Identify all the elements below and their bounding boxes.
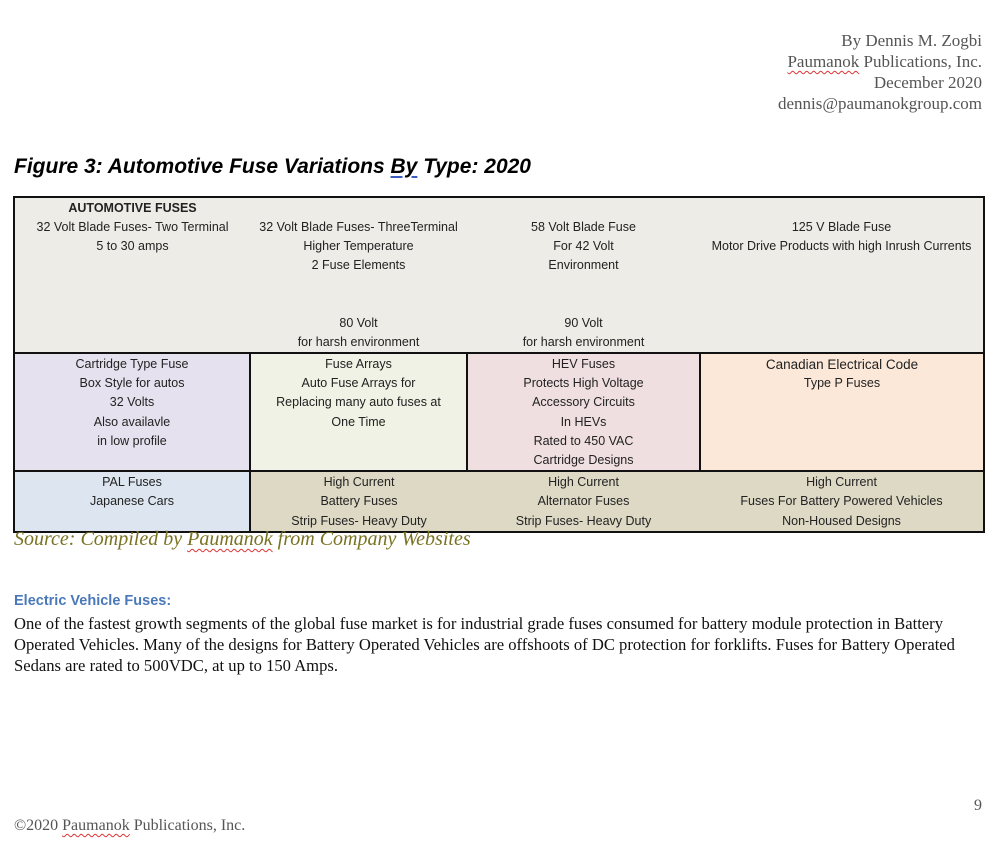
cell-58v-blade bbox=[467, 197, 700, 353]
cell-cartridge-fuse bbox=[14, 353, 250, 471]
cell-line: Strip Fuses- Heavy Duty bbox=[515, 513, 652, 528]
cell-line: Fuses For Battery Powered Vehicles bbox=[740, 494, 943, 509]
source-suffix: from Company Websites bbox=[272, 528, 471, 550]
figure-title bbox=[14, 155, 531, 179]
publisher-line bbox=[778, 51, 982, 72]
figure-title-part-b: Type: 2020 bbox=[417, 155, 531, 178]
cell-battery-powered-vehicles bbox=[700, 471, 984, 532]
cell-line: PAL Fuses bbox=[102, 475, 162, 490]
cell-line: Motor Drive Products with high Inrush Currents bbox=[711, 239, 972, 254]
cell-line: Type P Fuses bbox=[803, 376, 881, 391]
cell-line: Alternator Fuses bbox=[537, 494, 630, 509]
cell-line: Box Style for autos bbox=[79, 376, 185, 391]
cell-line: Replacing many auto fuses at bbox=[276, 395, 441, 410]
cell-line: Accessory Circuits bbox=[532, 395, 635, 410]
publisher-suffix: Publications, Inc. bbox=[859, 52, 982, 71]
cell-line: Environment bbox=[548, 258, 619, 273]
cell-line: for harsh environment bbox=[297, 334, 420, 349]
cell-line: High Current bbox=[548, 475, 619, 490]
author-line: By Dennis M. Zogbi bbox=[841, 31, 982, 50]
copyright-footer bbox=[14, 817, 245, 835]
cell-line: for harsh environment bbox=[522, 334, 645, 349]
copyright-suffix: Publications, Inc. bbox=[129, 817, 246, 834]
table-row-automotive-fuses bbox=[14, 197, 984, 353]
cell-line: 58 Volt Blade Fuse bbox=[531, 220, 636, 234]
date-line: December 2020 bbox=[873, 73, 982, 92]
section-body: One of the fastest growth segments of the global fuse market is for industrial grade fuses consumed for battery module protection in Battery Operated Vehicles. Many of the designs for Battery Operated Vehicles are offshoots of DC protection for forklifts. Fuses for Battery Operated Sedans are rated to 500VDC, at up to 150 Amps. bbox=[14, 614, 955, 675]
cell-line: Japanese Cars bbox=[89, 494, 175, 509]
cell-line: 2 Fuse Elements bbox=[311, 258, 406, 273]
cell-hev-fuses bbox=[467, 353, 700, 471]
cell-line: Higher Temperature bbox=[303, 239, 414, 254]
automotive-fuses-heading: AUTOMOTIVE FUSES bbox=[68, 201, 197, 215]
cell-line: In HEVs bbox=[560, 414, 607, 429]
cell-line: HEV Fuses bbox=[551, 357, 616, 372]
table-row-specialty-fuses bbox=[14, 353, 984, 471]
cell-line: 125 V Blade Fuse bbox=[791, 220, 892, 234]
cell-fuse-arrays bbox=[250, 353, 467, 471]
cell-line: Canadian Electrical Code bbox=[765, 357, 919, 373]
cell-line: 32 Volt Blade Fuses- Two Terminal bbox=[36, 220, 229, 235]
cell-line: For 42 Volt bbox=[553, 239, 614, 254]
page-number: 9 bbox=[974, 797, 982, 814]
cell-canadian-code bbox=[700, 353, 984, 471]
cell-line: Cartridge Type Fuse bbox=[75, 357, 189, 372]
table-row-high-current bbox=[14, 471, 984, 532]
cell-line: Also availavle bbox=[93, 414, 171, 429]
cell-line: Non-Housed Designs bbox=[782, 513, 901, 528]
cell-line: One Time bbox=[331, 414, 386, 429]
cell-line: 32 Volts bbox=[109, 395, 155, 410]
source-prefix: Source: Compiled by bbox=[14, 528, 188, 550]
copyright-prefix: ©2020 bbox=[14, 817, 63, 834]
cell-line: in low profile bbox=[97, 433, 167, 448]
copyright-name: Paumanok bbox=[62, 817, 130, 834]
source-caption bbox=[14, 528, 471, 551]
fuse-variations-table bbox=[13, 196, 985, 533]
cell-line: Strip Fuses- Heavy Duty bbox=[291, 513, 427, 528]
figure-title-by: By bbox=[390, 155, 418, 178]
cell-125v-blade bbox=[700, 197, 984, 353]
cell-alternator-fuses bbox=[467, 471, 700, 532]
cell-32v-two-terminal bbox=[14, 197, 250, 353]
document-header bbox=[778, 30, 982, 114]
cell-line: Fuse Arrays bbox=[325, 357, 392, 372]
cell-line: Cartridge Designs bbox=[533, 453, 634, 468]
cell-line: Auto Fuse Arrays for bbox=[301, 376, 416, 391]
section-heading: Electric Vehicle Fuses: bbox=[14, 593, 172, 609]
source-name: Paumanok bbox=[187, 528, 273, 550]
cell-pal-fuses bbox=[14, 471, 250, 532]
cell-32v-three-terminal bbox=[250, 197, 467, 353]
cell-line: 32 Volt Blade Fuses- ThreeTerminal bbox=[259, 220, 458, 234]
cell-line: High Current bbox=[806, 475, 877, 490]
email-line: dennis@paumanokgroup.com bbox=[777, 94, 982, 113]
cell-line: 80 Volt bbox=[339, 315, 378, 330]
cell-line: Battery Fuses bbox=[320, 494, 398, 509]
cell-line: 5 to 30 amps bbox=[96, 239, 169, 254]
cell-line: Protects High Voltage bbox=[523, 376, 644, 391]
cell-battery-fuses bbox=[250, 471, 467, 532]
cell-line: Rated to 450 VAC bbox=[533, 433, 634, 448]
figure-title-part-a: Figure 3: Automotive Fuse Variations bbox=[14, 155, 391, 178]
cell-line: 90 Volt bbox=[564, 315, 603, 330]
cell-line: High Current bbox=[323, 475, 395, 490]
publisher-name: Paumanok bbox=[787, 52, 860, 71]
